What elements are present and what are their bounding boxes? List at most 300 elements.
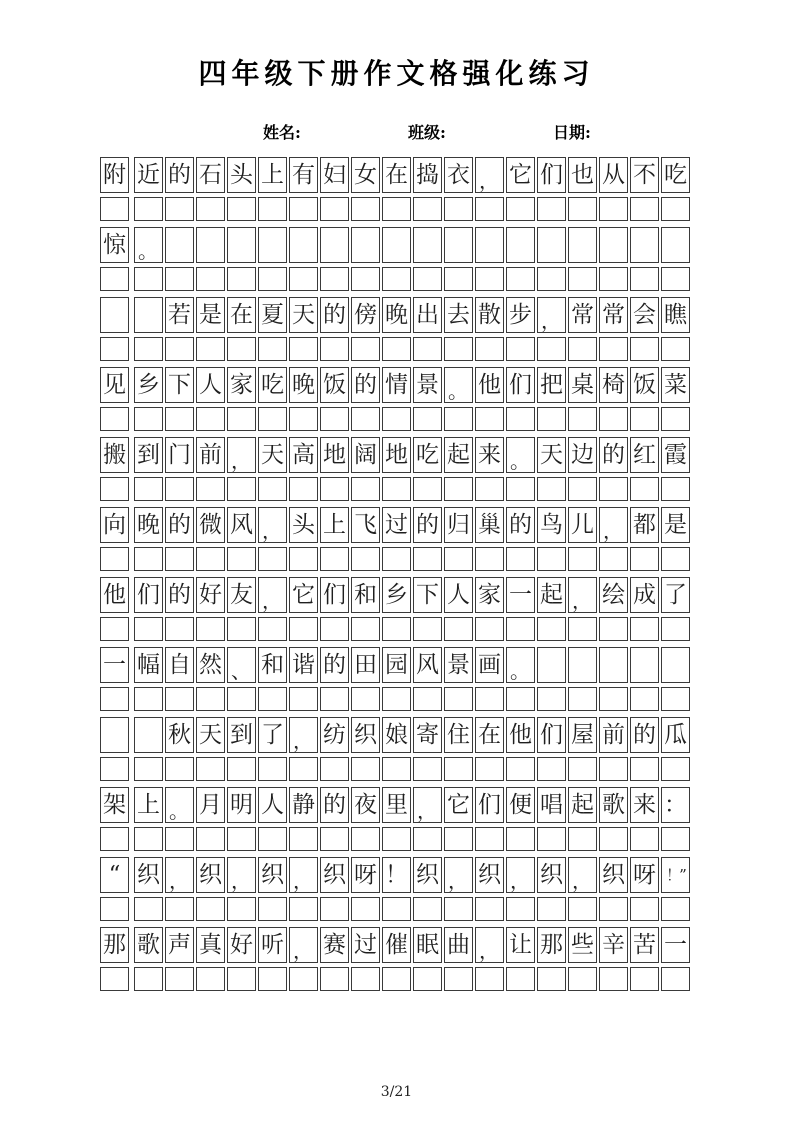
- grid-cell: [413, 577, 442, 613]
- grid-cell: [351, 787, 380, 823]
- grid-cell: [599, 227, 628, 263]
- grid-cell: [320, 477, 349, 501]
- grid-cell: [413, 337, 442, 361]
- handwritten-character: 织: [416, 862, 439, 888]
- grid-cell: [630, 227, 659, 263]
- handwritten-character: 的: [323, 792, 346, 818]
- grid-cell: [289, 617, 318, 641]
- grid-cell: [568, 407, 597, 431]
- handwritten-character: “: [108, 862, 121, 888]
- grid-cell: [537, 507, 566, 543]
- grid-cell: [227, 927, 256, 963]
- grid-cell: [413, 617, 442, 641]
- grid-cell: [258, 297, 287, 333]
- grid-cell: [630, 897, 659, 921]
- grid-cell: [227, 437, 256, 473]
- grid-cell: [196, 267, 225, 291]
- grid-cell: [506, 717, 535, 753]
- grid-cell: [568, 927, 597, 963]
- grid-cell: [661, 857, 690, 893]
- grid-cell: [196, 897, 225, 921]
- grid-cell: [382, 267, 411, 291]
- grid-cell: [599, 647, 628, 683]
- grid-cell: [413, 897, 442, 921]
- grid-cell: [196, 757, 225, 781]
- grid-cell: [444, 477, 473, 501]
- grid-cell: [165, 827, 194, 851]
- grid-cell: [196, 857, 225, 893]
- grid-cell: [165, 787, 194, 823]
- grid-cell: [475, 967, 504, 991]
- grid-cell: [258, 227, 287, 263]
- handwritten-character: 画: [478, 652, 501, 678]
- handwritten-character: 是: [664, 512, 687, 538]
- grid-cell: [475, 297, 504, 333]
- grid-cell: [100, 407, 129, 431]
- grid-cell: [320, 197, 349, 221]
- handwritten-character: 景: [447, 652, 470, 678]
- grid-cell: [661, 267, 690, 291]
- grid-cell: [227, 787, 256, 823]
- grid-cell: [661, 227, 690, 263]
- grid-cell: [196, 687, 225, 711]
- handwritten-character: 织: [354, 722, 377, 748]
- handwritten-character: 边: [571, 442, 594, 468]
- grid-cell: [227, 367, 256, 403]
- grid-cell: [661, 437, 690, 473]
- grid-cell: [227, 407, 256, 431]
- grid-cell: [289, 547, 318, 571]
- handwritten-character: 情: [385, 372, 408, 398]
- handwritten-character: 前: [602, 722, 625, 748]
- grid-cell: [413, 827, 442, 851]
- handwritten-character: 寄: [416, 722, 439, 748]
- handwritten-character: ，: [293, 729, 313, 753]
- grid-cell: [382, 787, 411, 823]
- handwritten-character: ！: [385, 862, 408, 888]
- grid-cell: [568, 687, 597, 711]
- grid-cell: [506, 197, 535, 221]
- handwritten-character: ，: [541, 309, 561, 333]
- grid-cell: [382, 547, 411, 571]
- grid-cell: [475, 507, 504, 543]
- handwritten-character: 些: [571, 932, 594, 958]
- grid-cell: [320, 617, 349, 641]
- handwritten-character: 成: [633, 582, 656, 608]
- handwritten-character: ，: [572, 589, 592, 613]
- grid-cell: [413, 717, 442, 753]
- grid-cell: [289, 827, 318, 851]
- grid-cell: [537, 407, 566, 431]
- grid-cell: [165, 617, 194, 641]
- handwritten-character: 近: [137, 162, 160, 188]
- handwritten-character: ，: [510, 869, 530, 893]
- grid-cell: [506, 577, 535, 613]
- handwritten-character: 高: [292, 442, 315, 468]
- grid-cell: [413, 197, 442, 221]
- grid-cell: [506, 967, 535, 991]
- handwritten-character: 纺: [323, 722, 346, 748]
- grid-cell: [382, 617, 411, 641]
- grid-cell: [568, 827, 597, 851]
- handwritten-character: 歌: [602, 792, 625, 818]
- handwritten-character: 风: [230, 512, 253, 538]
- grid-cell: [165, 547, 194, 571]
- grid-cell: [630, 827, 659, 851]
- grid-cell: [320, 227, 349, 263]
- grid-cell: [568, 757, 597, 781]
- grid-cell: [227, 337, 256, 361]
- handwritten-character: 从: [602, 162, 625, 188]
- handwritten-character: 赛: [323, 932, 346, 958]
- handwritten-character: 头: [230, 162, 253, 188]
- grid-cell: [100, 717, 129, 753]
- page-title: 四年级下册作文格强化练习: [198, 57, 595, 90]
- grid-cell: [351, 157, 380, 193]
- grid-cell: [320, 577, 349, 613]
- grid-cell: [382, 477, 411, 501]
- handwritten-character: 阔: [354, 442, 377, 468]
- grid-cell: [320, 157, 349, 193]
- grid-cell: [100, 477, 129, 501]
- grid-cell: [134, 477, 163, 501]
- blank-row: [100, 967, 690, 991]
- grid-cell: [165, 757, 194, 781]
- grid-cell: [475, 267, 504, 291]
- grid-cell: [351, 927, 380, 963]
- grid-cell: [351, 647, 380, 683]
- handwritten-character: 饭: [323, 372, 346, 398]
- handwritten-character: 附: [103, 162, 126, 188]
- handwritten-character: 一: [103, 652, 126, 678]
- grid-cell: [289, 857, 318, 893]
- grid-cell: [289, 897, 318, 921]
- grid-cell: [165, 157, 194, 193]
- grid-cell: [227, 717, 256, 753]
- grid-cell: [537, 857, 566, 893]
- grid-cell: [630, 547, 659, 571]
- handwritten-character: ，: [262, 519, 282, 543]
- handwritten-character: 吃: [664, 162, 687, 188]
- grid-cell: [382, 897, 411, 921]
- handwritten-character: 友: [230, 582, 253, 608]
- grid-cell: [351, 687, 380, 711]
- grid-cell: [413, 407, 442, 431]
- grid-cell: [630, 647, 659, 683]
- grid-cell: [661, 827, 690, 851]
- grid-cell: [444, 857, 473, 893]
- grid-cell: [506, 687, 535, 711]
- handwritten-character: ，: [479, 939, 499, 963]
- blank-row: [100, 757, 690, 781]
- grid-cell: [568, 647, 597, 683]
- grid-cell: [475, 617, 504, 641]
- grid-cell: [382, 227, 411, 263]
- grid-cell: [196, 367, 225, 403]
- grid-cell: [599, 197, 628, 221]
- grid-cell: [100, 647, 129, 683]
- handwritten-character: 夜: [354, 792, 377, 818]
- grid-cell: [134, 967, 163, 991]
- grid-cell: [444, 577, 473, 613]
- grid-cell: [196, 297, 225, 333]
- handwritten-character: 家: [478, 582, 501, 608]
- handwritten-character: 、: [231, 659, 251, 683]
- handwritten-character: 一: [509, 582, 532, 608]
- grid-cell: [444, 717, 473, 753]
- grid-cell: [100, 967, 129, 991]
- handwritten-character: 他: [478, 372, 501, 398]
- grid-cell: [134, 897, 163, 921]
- grid-cell: [227, 267, 256, 291]
- grid-cell: [382, 437, 411, 473]
- grid-cell: [475, 157, 504, 193]
- grid-cell: [320, 337, 349, 361]
- grid-cell: [100, 507, 129, 543]
- handwritten-character: 的: [509, 512, 532, 538]
- grid-cell: [413, 967, 442, 991]
- grid-cell: [134, 647, 163, 683]
- handwritten-character: 人: [447, 582, 470, 608]
- grid-cell: [196, 197, 225, 221]
- grid-cell: [351, 297, 380, 333]
- text-row: [100, 857, 690, 893]
- grid-cell: [196, 617, 225, 641]
- grid-cell: [444, 507, 473, 543]
- grid-cell: [382, 407, 411, 431]
- grid-cell: [134, 687, 163, 711]
- class-label: 班级:: [408, 123, 446, 142]
- handwritten-character: 的: [602, 442, 625, 468]
- grid-cell: [537, 717, 566, 753]
- handwritten-character: 苦: [633, 932, 656, 958]
- grid-cell: [506, 787, 535, 823]
- handwritten-character: 绘: [602, 582, 625, 608]
- handwritten-character: 是: [199, 302, 222, 328]
- handwritten-character: 了: [664, 582, 687, 608]
- handwritten-character: 来: [633, 792, 656, 818]
- grid-cell: [258, 757, 287, 781]
- handwritten-character: 在: [385, 162, 408, 188]
- page-number: 3/21: [380, 1084, 413, 1100]
- grid-cell: [289, 687, 318, 711]
- grid-cell: [661, 337, 690, 361]
- grid-cell: [258, 897, 287, 921]
- handwritten-character: 吃: [416, 442, 439, 468]
- handwritten-character: 田: [354, 652, 377, 678]
- grid-cell: [444, 367, 473, 403]
- handwritten-character: 会: [633, 302, 656, 328]
- text-row: [100, 717, 690, 753]
- grid-cell: [661, 717, 690, 753]
- grid-cell: [475, 827, 504, 851]
- handwritten-character: ：: [664, 792, 687, 818]
- grid-cell: [475, 687, 504, 711]
- grid-cell: [227, 547, 256, 571]
- grid-cell: [599, 717, 628, 753]
- grid-cell: [568, 367, 597, 403]
- grid-cell: [227, 897, 256, 921]
- grid-cell: [599, 787, 628, 823]
- grid-cell: [258, 507, 287, 543]
- grid-cell: [444, 617, 473, 641]
- handwritten-character: 织: [602, 862, 625, 888]
- grid-cell: [630, 857, 659, 893]
- handwritten-character: 好: [199, 582, 222, 608]
- grid-cell: [506, 267, 535, 291]
- grid-cell: [134, 617, 163, 641]
- grid-cell: [630, 717, 659, 753]
- grid-cell: [196, 507, 225, 543]
- grid-cell: [320, 687, 349, 711]
- grid-cell: [537, 897, 566, 921]
- grid-cell: [351, 757, 380, 781]
- grid-cell: [289, 197, 318, 221]
- grid-cell: [630, 757, 659, 781]
- text-row: [100, 927, 690, 963]
- grid-cell: [537, 337, 566, 361]
- grid-cell: [258, 577, 287, 613]
- handwritten-character: 在: [230, 302, 253, 328]
- grid-cell: [196, 407, 225, 431]
- handwritten-character: 惊: [103, 232, 126, 258]
- grid-cell: [165, 577, 194, 613]
- grid-cell: [258, 197, 287, 221]
- handwritten-character: 上: [261, 162, 284, 188]
- grid-cell: [599, 267, 628, 291]
- handwritten-character: 来: [478, 442, 501, 468]
- grid-cell: [537, 757, 566, 781]
- grid-cell: [630, 967, 659, 991]
- grid-cell: [165, 897, 194, 921]
- handwritten-character: 一: [664, 932, 687, 958]
- grid-cell: [568, 547, 597, 571]
- meta-row: [263, 120, 698, 143]
- grid-cell: [568, 297, 597, 333]
- grid-cell: [599, 297, 628, 333]
- grid-cell: [599, 337, 628, 361]
- grid-cell: [599, 547, 628, 571]
- handwritten-character: 屋: [571, 722, 594, 748]
- grid-cell: [227, 577, 256, 613]
- handwritten-character: 也: [571, 162, 594, 188]
- grid-cell: [320, 927, 349, 963]
- grid-cell: [227, 227, 256, 263]
- grid-cell: [165, 477, 194, 501]
- grid-cell: [630, 157, 659, 193]
- grid-cell: [100, 157, 129, 193]
- grid-cell: [165, 197, 194, 221]
- grid-cell: [258, 477, 287, 501]
- handwritten-character: 乡: [385, 582, 408, 608]
- grid-cell: [444, 687, 473, 711]
- grid-cell: [165, 717, 194, 753]
- grid-cell: [100, 687, 129, 711]
- grid-cell: [134, 227, 163, 263]
- handwritten-character: 眠: [416, 932, 439, 958]
- grid-cell: [351, 367, 380, 403]
- handwritten-character: 他: [509, 722, 532, 748]
- grid-cell: [227, 507, 256, 543]
- handwritten-character: 那: [103, 932, 126, 958]
- handwritten-character: 吃: [261, 372, 284, 398]
- handwritten-character: 起: [571, 792, 594, 818]
- grid-cell: [537, 647, 566, 683]
- grid-cell: [134, 507, 163, 543]
- grid-cell: [165, 267, 194, 291]
- grid-cell: [444, 827, 473, 851]
- handwritten-character: 妇: [323, 162, 346, 188]
- grid-cell: [630, 787, 659, 823]
- blank-row: [100, 827, 690, 851]
- grid-cell: [320, 827, 349, 851]
- grid-cell: [134, 857, 163, 893]
- handwritten-character: 们: [540, 722, 563, 748]
- grid-cell: [165, 437, 194, 473]
- grid-cell: [661, 297, 690, 333]
- grid-cell: [289, 407, 318, 431]
- grid-cell: [630, 577, 659, 613]
- grid-cell: [227, 827, 256, 851]
- grid-cell: [289, 227, 318, 263]
- grid-cell: [289, 267, 318, 291]
- handwritten-character: 唱: [540, 792, 563, 818]
- grid-cell: [630, 297, 659, 333]
- handwritten-character: 秋: [168, 722, 191, 748]
- grid-cell: [165, 227, 194, 263]
- grid-cell: [506, 507, 535, 543]
- grid-cell: [506, 617, 535, 641]
- grid-cell: [196, 647, 225, 683]
- grid-cell: [351, 717, 380, 753]
- handwritten-character: 听: [261, 932, 284, 958]
- grid-cell: [134, 367, 163, 403]
- grid-cell: [475, 717, 504, 753]
- grid-cell: [630, 617, 659, 641]
- grid-cell: [568, 227, 597, 263]
- handwritten-character: 便: [509, 792, 532, 818]
- handwritten-character: ，: [231, 869, 251, 893]
- grid-cell: [568, 787, 597, 823]
- text-row: [100, 297, 690, 333]
- handwritten-character: 家: [230, 372, 253, 398]
- handwritten-character: 们: [323, 582, 346, 608]
- grid-cell: [413, 547, 442, 571]
- handwritten-character: 上: [137, 792, 160, 818]
- grid-cell: [289, 157, 318, 193]
- grid-cell: [134, 407, 163, 431]
- grid-cell: [196, 337, 225, 361]
- grid-cell: [444, 267, 473, 291]
- handwritten-character: 若: [168, 302, 191, 328]
- grid-cell: [599, 897, 628, 921]
- grid-cell: [351, 267, 380, 291]
- grid-cell: [351, 507, 380, 543]
- grid-cell: [165, 337, 194, 361]
- grid-cell: [413, 927, 442, 963]
- grid-cell: [661, 787, 690, 823]
- grid-cell: [382, 967, 411, 991]
- grid-cell: [382, 337, 411, 361]
- grid-cell: [599, 507, 628, 543]
- grid-cell: [196, 437, 225, 473]
- grid-cell: [413, 507, 442, 543]
- grid-cell: [475, 757, 504, 781]
- handwritten-character: ！”: [666, 866, 685, 884]
- handwritten-character: 捣: [416, 162, 439, 188]
- grid-cell: [630, 687, 659, 711]
- grid-cell: [413, 647, 442, 683]
